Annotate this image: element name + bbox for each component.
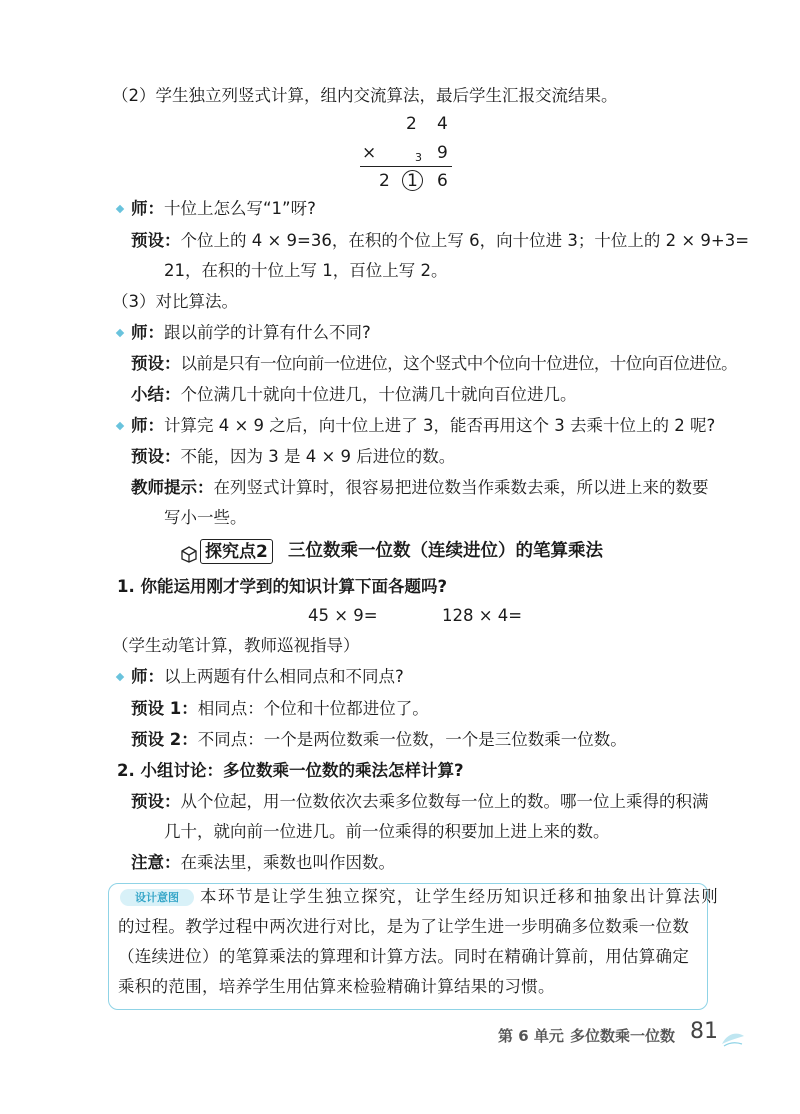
calc-rule: [360, 166, 452, 167]
expression-1: 45 × 9=: [308, 606, 378, 625]
expression-2: 128 × 4=: [442, 606, 523, 625]
bullet-icon: [116, 329, 124, 337]
teacher-tip-cont: 写小一些。: [164, 508, 247, 527]
preset-answer-6-cont: 几十，就向前一位进几。前一位乘得的积要加上进上来的数。: [164, 822, 610, 841]
problem-1: 1. 你能运用刚才学到的知识计算下面各题吗?: [117, 577, 448, 596]
step-3-text: （3）对比算法。: [112, 292, 238, 311]
design-intent-line-3: （连续进位）的笔算乘法的算理和计算方法。同时在精确计算前，用估算确定: [118, 947, 690, 966]
step-2-text: （2）学生独立列竖式计算，组内交流算法，最后学生汇报交流结果。: [112, 86, 618, 105]
preset-answer-5: 预设 2：不同点：一个是两位数乘一位数，一个是三位数乘一位数。: [131, 730, 627, 749]
cube-icon: [179, 545, 199, 563]
teacher-question-4: 师：以上两题有什么相同点和不同点?: [131, 667, 404, 686]
page-number: 81: [690, 1019, 718, 1044]
calc-result-ones: 6: [437, 171, 448, 191]
problem-2: 2. 小组讨论：多位数乘一位数的乘法怎样计算?: [117, 761, 464, 780]
footer-unit: 第 6 单元: [498, 1027, 564, 1045]
design-intent-line-2: 的过程。教学过程中两次进行对比，是为了让学生进一步明确多位数乘一位数: [118, 917, 690, 936]
calc-times-sign: ×: [362, 143, 377, 163]
calc-result-hundreds: 2: [379, 171, 390, 191]
teacher-question-1: 师：十位上怎么写“1”呀?: [131, 199, 316, 218]
attention-note: 注意：在乘法里，乘数也叫作因数。: [131, 853, 395, 872]
bullet-icon: [116, 673, 124, 681]
calc-result-tens: 1: [407, 171, 418, 191]
design-intent-tag: 设计意图: [120, 889, 194, 906]
preset-answer-4: 预设 1：相同点：个位和十位都进位了。: [131, 699, 429, 718]
summary: 小结：个位满几十就向十位进几，十位满几十就向百位进几。: [131, 385, 577, 404]
preset-answer-1-cont: 21，在积的十位上写 1，百位上写 2。: [164, 261, 448, 280]
calc-multiplier: 9: [437, 143, 448, 163]
preset-answer-2: 预设：以前是只有一位向前一位进位，这个竖式中个位向十位进位，十位向百位进位。: [131, 354, 738, 373]
section-badge: 探究点2: [200, 539, 273, 564]
calc-top-digit-ones: 4: [437, 114, 448, 134]
bullet-icon: [116, 205, 124, 213]
footer-title: 多位数乘一位数: [570, 1027, 676, 1045]
preset-answer-6: 预设：从个位起，用一位数依次去乘多位数每一位上的数。哪一位上乘得的积满: [131, 792, 709, 811]
teacher-question-3: 师：计算完 4 × 9 之后，向十位上进了 3，能否再用这个 3 去乘十位上的 2 呢?: [131, 416, 716, 435]
preset-answer-3: 预设：不能，因为 3 是 4 × 9 后进位的数。: [131, 447, 456, 466]
classroom-note: （学生动笔计算，教师巡视指导）: [112, 636, 360, 655]
calc-carry-digit: 3: [415, 151, 422, 164]
teacher-question-2: 师：跟以前学的计算有什么不同?: [131, 323, 371, 342]
design-intent-line-1: 本环节是让学生独立探究，让学生经历知识迁移和抽象出计算法则: [200, 887, 720, 906]
teacher-tip: 教师提示：在列竖式计算时，很容易把进位数当作乘数去乘，所以进上来的数要: [131, 478, 709, 497]
leaf-icon: [720, 1030, 746, 1048]
preset-answer-1: 预设：个位上的 4 × 9=36，在积的个位上写 6，向十位进 3；十位上的 2 × 9+3=: [131, 231, 750, 250]
calc-top-digit-tens: 2: [406, 114, 417, 134]
design-intent-line-4: 乘积的范围，培养学生用估算来检验精确计算结果的习惯。: [118, 977, 555, 996]
section-title: 三位数乘一位数（连续进位）的笔算乘法: [288, 541, 603, 561]
bullet-icon: [116, 422, 124, 430]
